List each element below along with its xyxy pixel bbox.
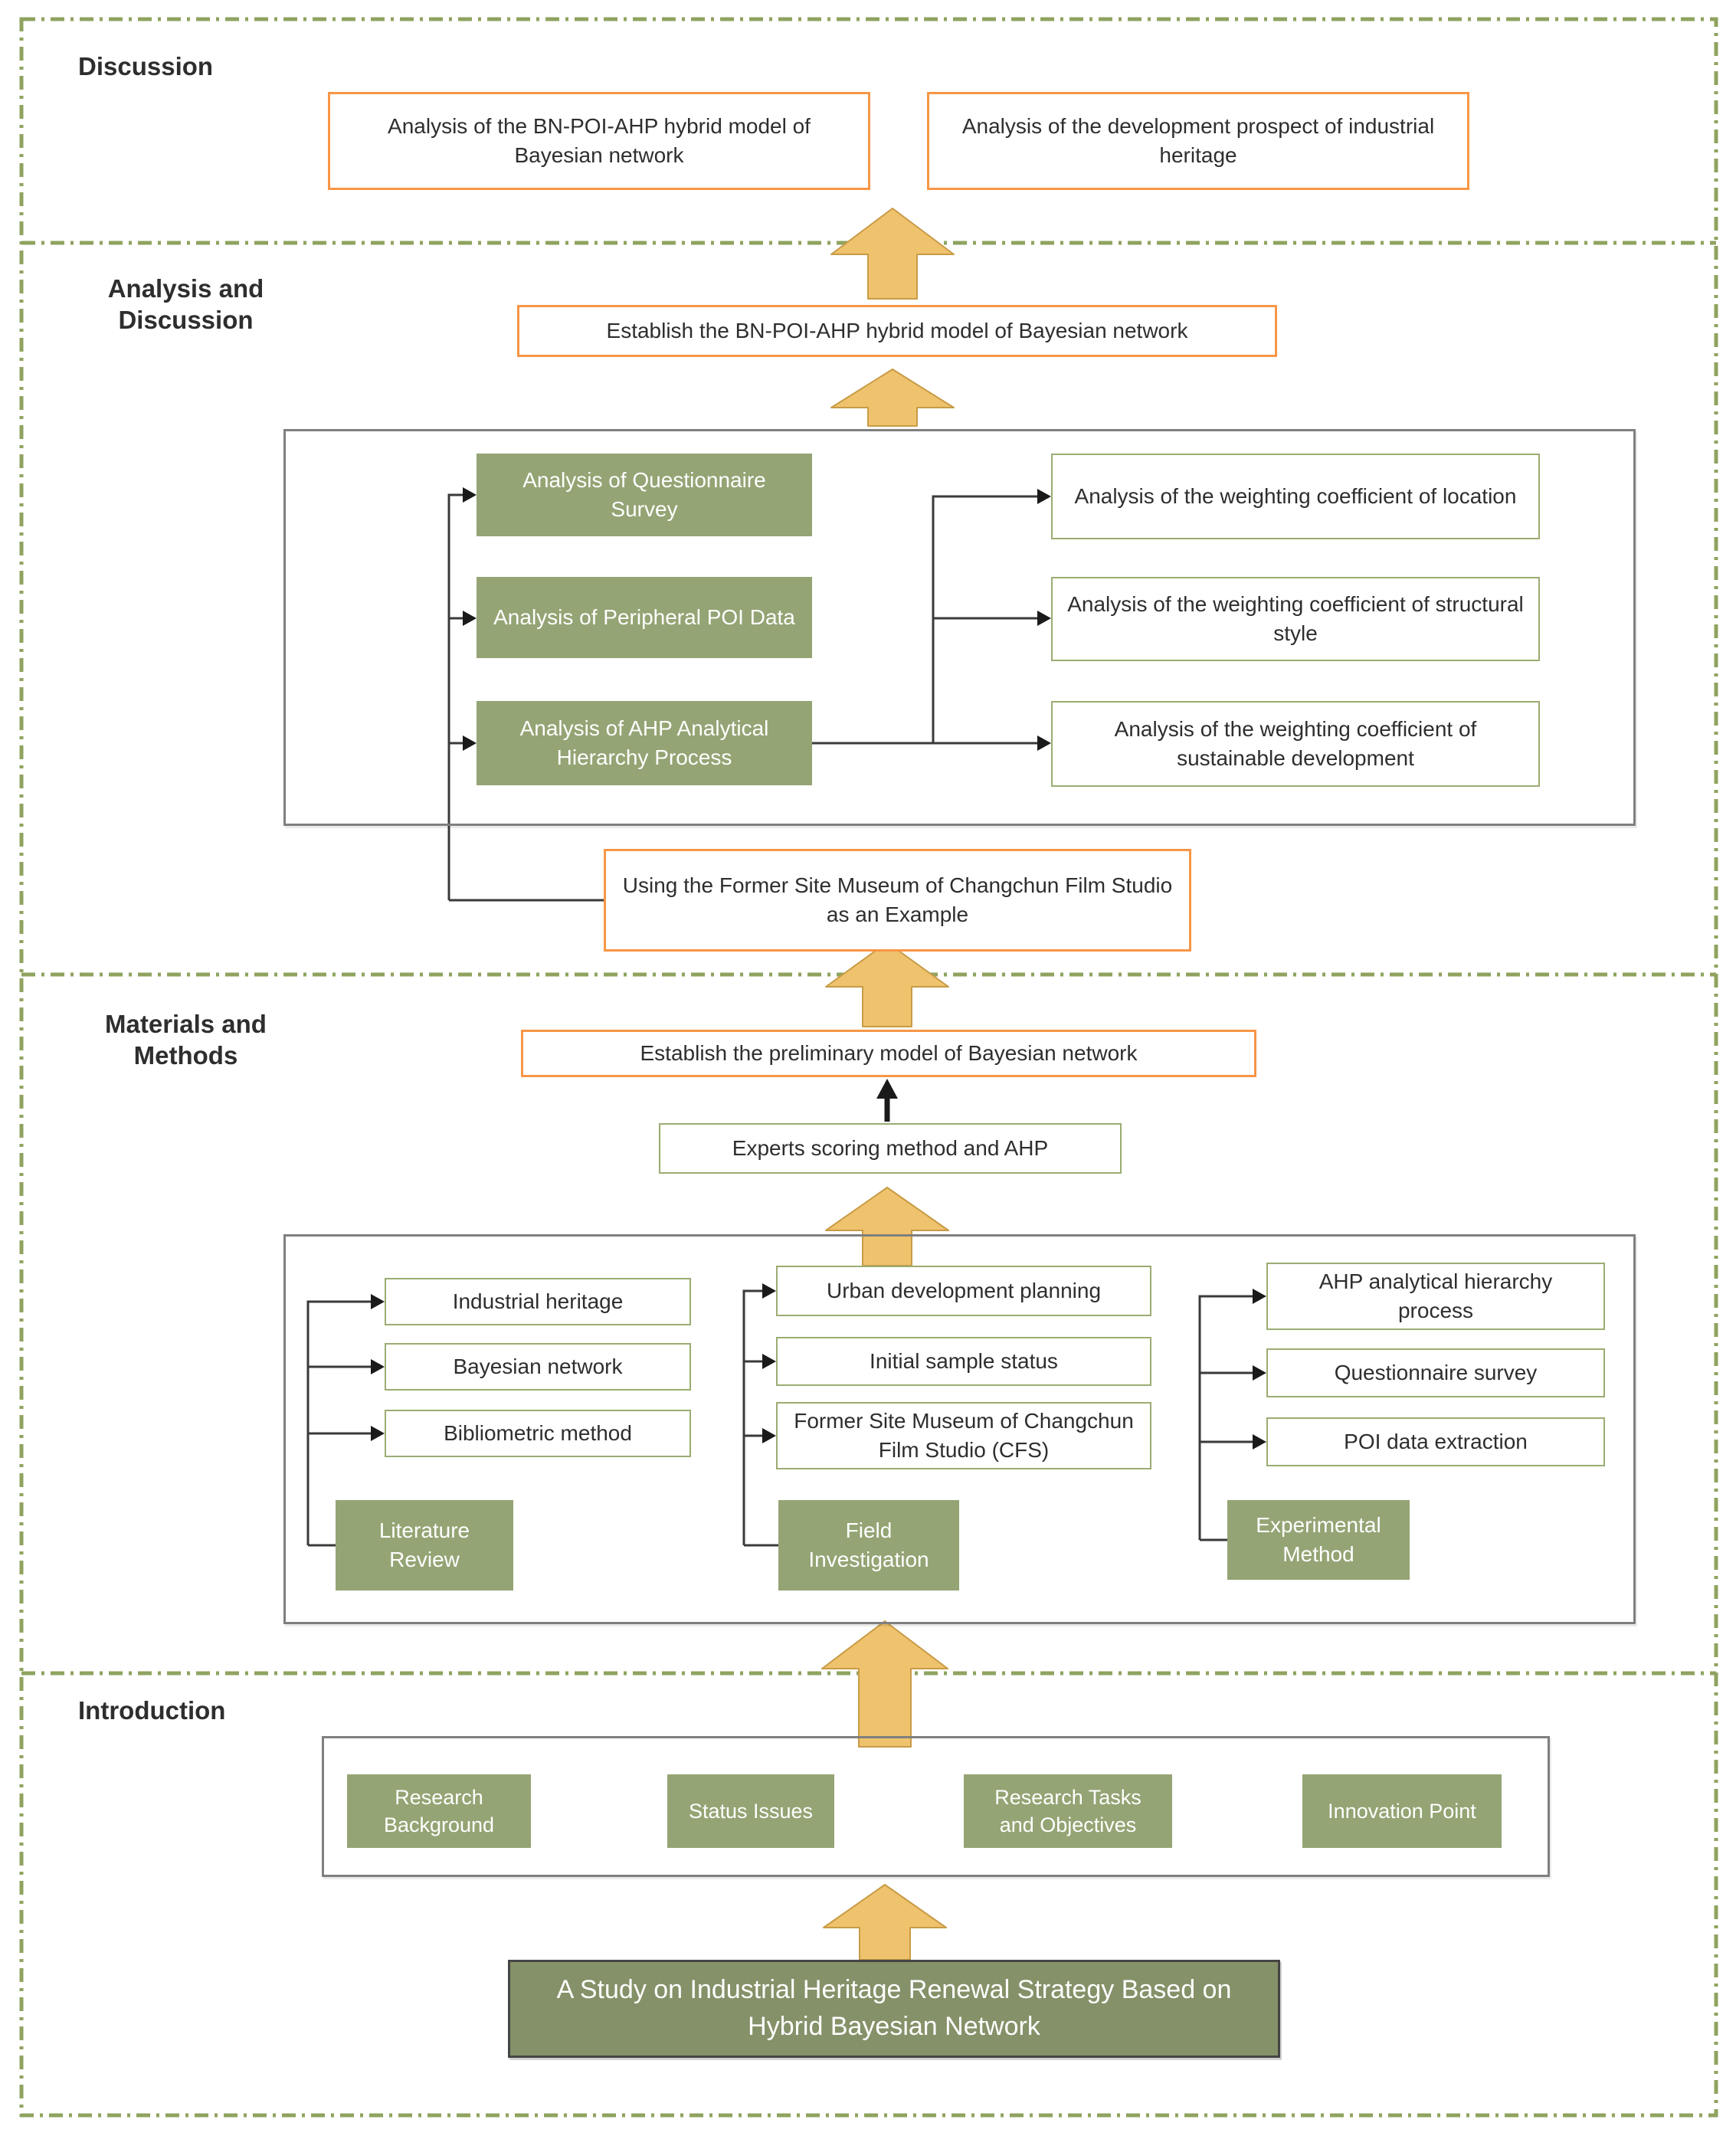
establish-preliminary-model-box: Establish the preliminary model of Bayesian network xyxy=(521,1030,1256,1077)
experts-scoring-box: Experts scoring method and AHP xyxy=(659,1123,1122,1174)
field-investigation-box: Field Investigation xyxy=(778,1500,959,1590)
up-arrow-from-title xyxy=(824,1885,946,1960)
literature-review-box: Literature Review xyxy=(336,1500,513,1590)
analysis-poi-data-box: Analysis of Peripheral POI Data xyxy=(477,577,812,658)
research-tasks-box: Research Tasks and Objectives xyxy=(964,1774,1172,1848)
experimental-method-box: Experimental Method xyxy=(1227,1500,1410,1580)
weighting-sustainable-box: Analysis of the weighting coefficient of sustainable development xyxy=(1051,701,1540,787)
analysis-ahp-box: Analysis of AHP Analytical Hierarchy Process xyxy=(477,701,812,785)
section-label-analysis-discussion: Analysis and Discussion xyxy=(107,274,264,335)
weighting-structural-style-box: Analysis of the weighting coefficient of structural style xyxy=(1051,577,1540,661)
ahp-process-box: AHP analytical hierarchy process xyxy=(1266,1263,1605,1330)
former-site-museum-box: Former Site Museum of Changchun Film Studio (CFS) xyxy=(776,1402,1151,1469)
innovation-point-box: Innovation Point xyxy=(1302,1774,1502,1848)
initial-sample-status-box: Initial sample status xyxy=(776,1337,1151,1386)
poi-data-extraction-box: POI data extraction xyxy=(1266,1417,1605,1466)
urban-planning-box: Urban development planning xyxy=(776,1266,1151,1316)
black-arrow-head-icon xyxy=(876,1079,898,1099)
analysis-questionnaire-box: Analysis of Questionnaire Survey xyxy=(477,454,812,536)
industrial-heritage-box: Industrial heritage xyxy=(385,1278,691,1325)
section-label-materials-methods: Materials and Methods xyxy=(105,1010,267,1070)
study-title-box: A Study on Industrial Heritage Renewal Strategy Based on Hybrid Bayesian Network xyxy=(508,1960,1280,2058)
bibliometric-method-box: Bibliometric method xyxy=(385,1410,691,1457)
section-label-discussion: Discussion xyxy=(78,52,214,80)
up-arrow-to-discussion xyxy=(831,208,954,299)
section-label-introduction: Introduction xyxy=(78,1696,226,1725)
discussion-development-prospect-box: Analysis of the development prospect of industrial heritage xyxy=(927,92,1469,190)
establish-hybrid-model-box: Establish the BN-POI-AHP hybrid model of Bayesian network xyxy=(517,305,1277,357)
questionnaire-survey-box: Questionnaire survey xyxy=(1266,1348,1605,1397)
changchun-example-box: Using the Former Site Museum of Changchun Film Studio as an Example xyxy=(604,849,1191,952)
research-background-box: Research Background xyxy=(347,1774,531,1848)
up-arrow-to-establish-hybrid xyxy=(831,369,954,426)
up-arrow-to-example-box xyxy=(826,942,948,1027)
discussion-hybrid-model-box: Analysis of the BN-POI-AHP hybrid model of Bayesian network xyxy=(328,92,870,190)
status-issues-box: Status Issues xyxy=(667,1774,834,1848)
up-arrow-to-materials-container xyxy=(822,1621,948,1747)
bayesian-network-box: Bayesian network xyxy=(385,1343,691,1391)
weighting-location-box: Analysis of the weighting coefficient of location xyxy=(1051,454,1540,539)
